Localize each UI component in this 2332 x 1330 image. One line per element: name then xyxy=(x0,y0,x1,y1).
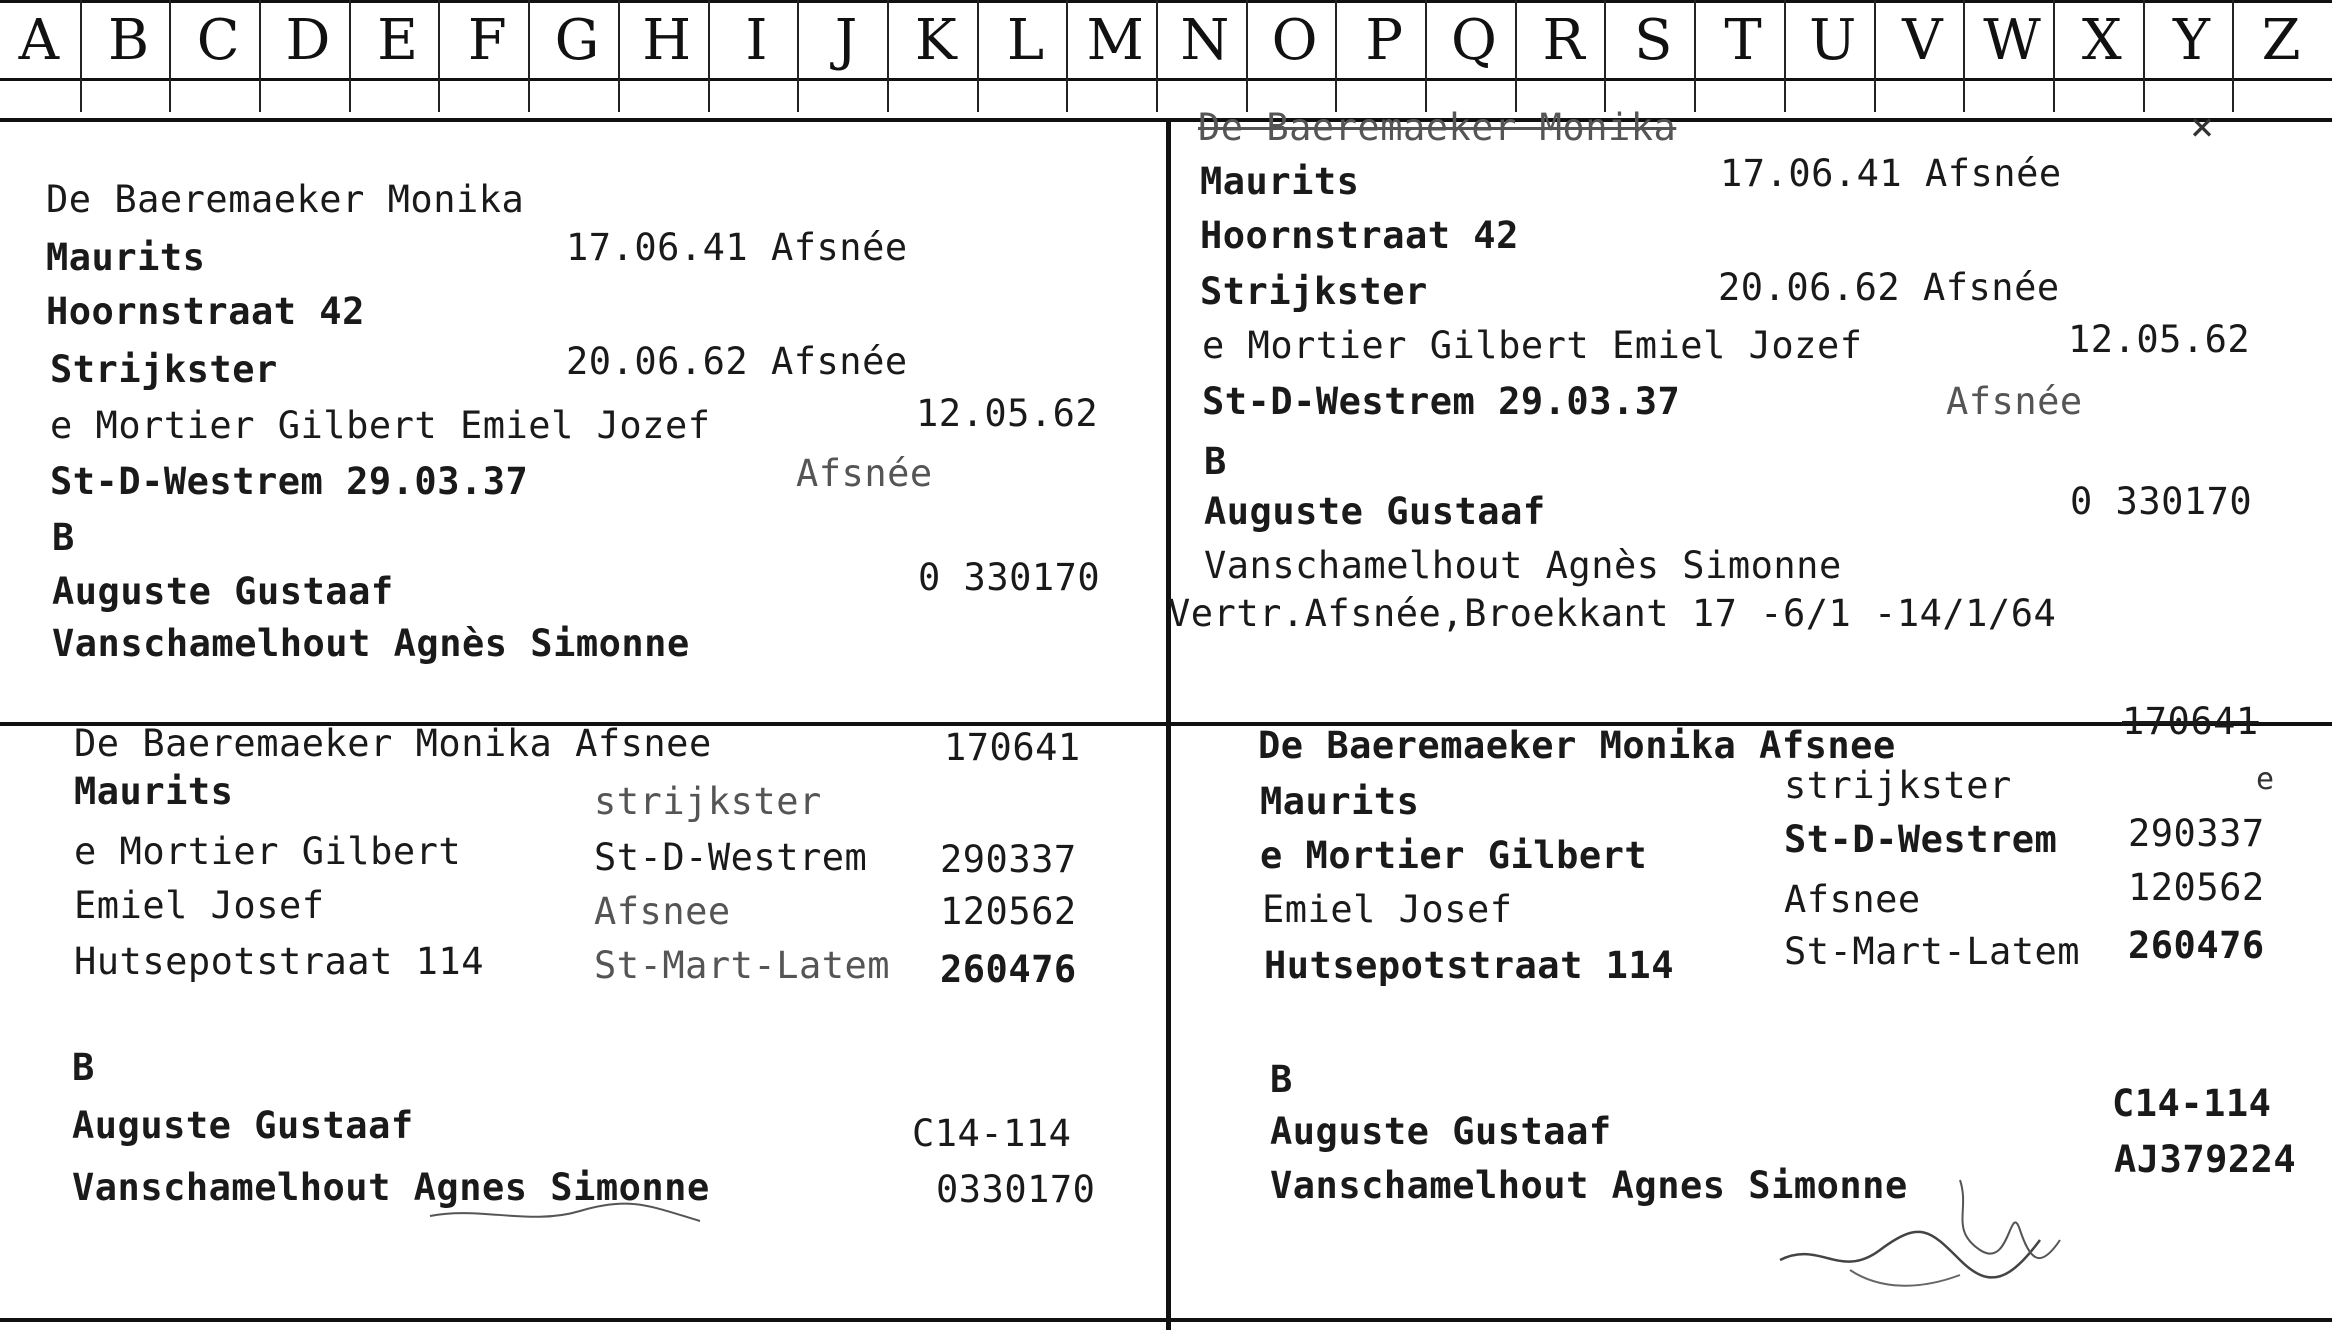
alphabet-divider xyxy=(259,0,261,112)
alphabet-letter-s: S xyxy=(1634,8,1673,73)
alphabet-letter-b: B xyxy=(107,8,150,73)
card-spouse-date: 12.05.62 xyxy=(2068,318,2251,361)
card-spouse: e Mortier Gilbert Emiel Jozef xyxy=(1202,324,1863,367)
alphabet-letter-a: A xyxy=(18,8,60,73)
card-mother: Vanschamelhout Agnes Simonne xyxy=(1270,1164,1908,1207)
card-spouse-date: 290337 xyxy=(2128,812,2265,855)
alphabet-letter-m: M xyxy=(1086,8,1144,73)
alphabet-letter-g: G xyxy=(554,8,600,73)
card-reference: C14-114 xyxy=(2112,1082,2272,1125)
cross-mark: × xyxy=(2190,104,2215,150)
card-first-names: Maurits xyxy=(1260,780,1420,823)
alphabet-divider xyxy=(2143,0,2145,112)
card-name-line: De Baeremaeker Monika xyxy=(46,178,525,221)
alphabet-letter-f: F xyxy=(467,8,507,73)
alphabet-letter-k: K xyxy=(914,8,957,73)
card-father: Auguste Gustaaf xyxy=(1204,490,1546,533)
card-spouse-place: St-D-Westrem 29.03.37 xyxy=(50,460,529,503)
alphabet-divider xyxy=(1156,0,1158,112)
alphabet-letter-q: Q xyxy=(1450,8,1497,73)
card-occupation: Strijkster xyxy=(1200,270,1428,313)
alphabet-divider xyxy=(1425,0,1427,112)
card-id-number: AJ379224 xyxy=(2114,1138,2297,1181)
alphabet-divider xyxy=(618,0,620,112)
alphabet-letter-x: X xyxy=(2081,8,2122,73)
card-street: Hutsepotstraat 114 xyxy=(1264,944,1674,987)
alphabet-letter-p: P xyxy=(1365,8,1404,73)
underline-scribble xyxy=(420,1196,720,1236)
card-street: Hoornstraat 42 xyxy=(1200,214,1519,257)
card-reference: C14-114 xyxy=(912,1112,1072,1155)
alphabet-divider xyxy=(438,0,440,112)
card-birth-date: 170641 xyxy=(944,726,1081,769)
card-current-date: 260476 xyxy=(940,948,1077,991)
card-code: B xyxy=(72,1046,95,1089)
card-spouse-place: St-D-Westrem 29.03.37 xyxy=(1202,380,1681,423)
card-marriage-date: 120562 xyxy=(940,890,1077,933)
card-mother-number: 0330170 xyxy=(936,1168,1096,1211)
alphabet-divider xyxy=(887,0,889,112)
card-father: Auguste Gustaaf xyxy=(52,570,394,613)
alphabet-letter-v: V xyxy=(1902,8,1943,73)
alphabet-divider xyxy=(1874,0,1876,112)
card-mother: Vanschamelhout Agnès Simonne xyxy=(52,622,690,665)
alphabet-letter-c: C xyxy=(196,8,240,73)
alphabet-divider xyxy=(1515,0,1517,112)
card-first-names: Maurits xyxy=(74,770,234,813)
card-spouse-place-2: Afsnée xyxy=(1946,380,2083,423)
alphabet-letter-r: R xyxy=(1542,8,1585,73)
alphabet-divider xyxy=(80,0,82,112)
card-marriage: 20.06.62 Afsnée xyxy=(1718,266,2060,309)
card-spouse: e Mortier Gilbert xyxy=(1260,834,1648,877)
alphabet-letter-j: J xyxy=(834,8,858,73)
alphabet-divider xyxy=(1604,0,1606,112)
alphabet-letter-t: T xyxy=(1724,8,1762,73)
card-street: Hutsepotstraat 114 xyxy=(74,940,484,983)
card-spouse-first-names: Emiel Josef xyxy=(1262,888,1513,931)
card-birth: 17.06.41 Afsnée xyxy=(566,226,908,269)
alphabet-divider xyxy=(1066,0,1068,112)
alphabet-letter-e: E xyxy=(377,8,419,73)
alphabet-divider xyxy=(1335,0,1337,112)
alphabet-divider xyxy=(797,0,799,112)
card-marriage-date: 120562 xyxy=(2128,866,2265,909)
card-spouse-place: St-D-Westrem xyxy=(594,836,868,879)
card-moved-note: Vertr.Afsnée,Broekkant 17 -6/1 -14/1/64 xyxy=(1168,592,2057,635)
alphabet-letter-z: Z xyxy=(2261,8,2301,73)
card-birth-date: 170641 xyxy=(2122,700,2259,743)
alphabet-divider xyxy=(708,0,710,112)
card-marriage-place: Afsnee xyxy=(1784,878,1921,921)
alphabet-divider xyxy=(349,0,351,112)
card-occupation: Strijkster xyxy=(50,348,278,391)
alphabet-divider xyxy=(2232,0,2234,112)
card-spouse-date: 12.05.62 xyxy=(916,392,1099,435)
alphabet-divider xyxy=(1246,0,1248,112)
card-occupation: strijkster xyxy=(1784,764,2012,807)
alphabet-letter-n: N xyxy=(1180,8,1230,73)
card-father-number: 0 330170 xyxy=(918,556,1101,599)
card-father-number: 0 330170 xyxy=(2070,480,2253,523)
card-marriage-place: Afsnee xyxy=(594,890,731,933)
handwritten-mark: e xyxy=(2256,762,2275,797)
card-street: Hoornstraat 42 xyxy=(46,290,365,333)
card-spouse-place-2: Afsnée xyxy=(796,452,933,495)
card-spouse-date: 290337 xyxy=(940,838,1077,881)
card-code: B xyxy=(1270,1058,1293,1101)
bottom-card-border xyxy=(0,1318,2332,1322)
card-marriage: 20.06.62 Afsnée xyxy=(566,340,908,383)
alphabet-divider xyxy=(1694,0,1696,112)
alphabet-letter-h: H xyxy=(642,8,692,73)
alphabet-divider xyxy=(528,0,530,112)
alphabet-letter-d: D xyxy=(285,8,331,73)
card-father: Auguste Gustaaf xyxy=(72,1104,414,1147)
card-code: B xyxy=(52,516,75,559)
card-code: B xyxy=(1204,440,1227,483)
card-current-date: 260476 xyxy=(2128,924,2265,967)
card-father: Auguste Gustaaf xyxy=(1270,1110,1612,1153)
card-current-place: St-Mart-Latem xyxy=(1784,930,2081,973)
alphabet-letter-y: Y xyxy=(2172,8,2210,73)
card-name-line: De Baeremaeker Monika Afsnee xyxy=(74,722,712,765)
card-name-line: De Baeremaeker Monika xyxy=(1198,106,1677,149)
card-name-line: De Baeremaeker Monika Afsnee xyxy=(1258,724,1896,767)
card-spouse: e Mortier Gilbert Emiel Jozef xyxy=(50,404,711,447)
card-spouse-first-names: Emiel Josef xyxy=(74,884,325,927)
alphabet-divider xyxy=(1963,0,1965,112)
card-current-place: St-Mart-Latem xyxy=(594,944,891,987)
card-first-names: Maurits xyxy=(46,236,206,279)
alphabet-divider xyxy=(169,0,171,112)
alphabet-letter-o: O xyxy=(1271,8,1318,73)
card-mother: Vanschamelhout Agnes Simonne xyxy=(72,1166,710,1209)
alphabet-divider xyxy=(2053,0,2055,112)
card-spouse: e Mortier Gilbert xyxy=(74,830,462,873)
card-spouse-place: St-D-Westrem xyxy=(1784,818,2058,861)
signature-scribble xyxy=(1760,1140,2120,1300)
alphabet-tab-strip xyxy=(0,0,2332,124)
alphabet-letter-i: I xyxy=(745,8,768,73)
card-birth: 17.06.41 Afsnée xyxy=(1720,152,2062,195)
alphabet-letter-u: U xyxy=(1809,8,1857,73)
card-first-names: Maurits xyxy=(1200,160,1360,203)
alphabet-letter-l: L xyxy=(1006,8,1045,73)
alphabet-divider xyxy=(1784,0,1786,112)
card-mother: Vanschamelhout Agnès Simonne xyxy=(1204,544,1842,587)
alphabet-divider xyxy=(977,0,979,112)
card-occupation: strijkster xyxy=(594,780,822,823)
alphabet-letter-w: W xyxy=(1983,8,2041,73)
